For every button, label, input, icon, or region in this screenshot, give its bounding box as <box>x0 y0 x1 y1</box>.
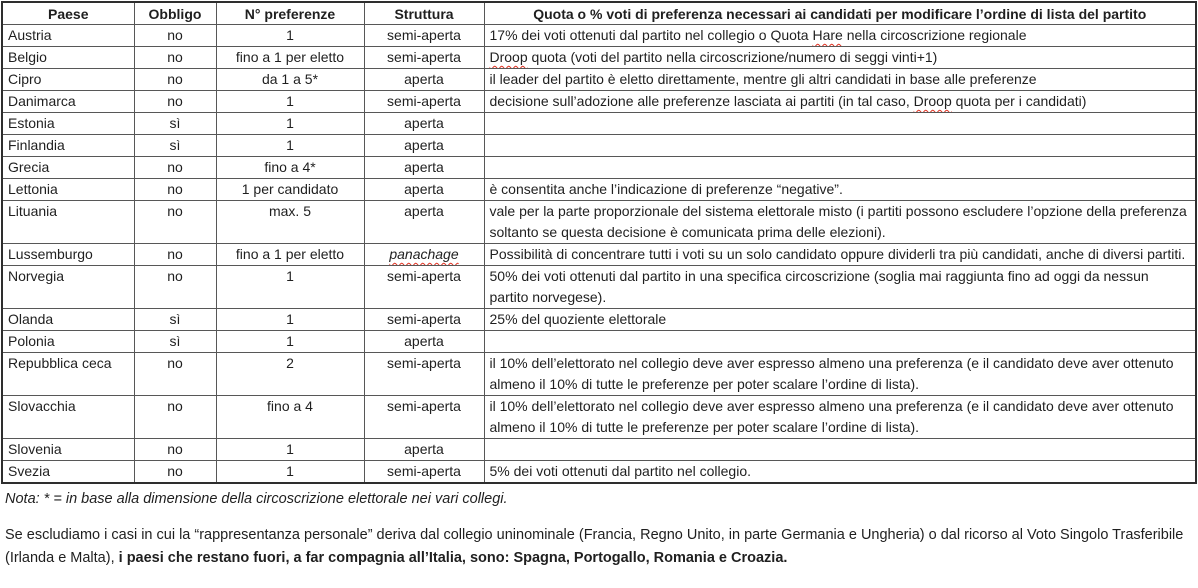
cell-country: Belgio <box>2 47 134 69</box>
cell-obligation: no <box>134 396 216 439</box>
table-row <box>2 244 1196 266</box>
structure-value: semi-aperta <box>387 27 461 43</box>
table-row <box>2 47 1196 69</box>
cell-structure <box>364 439 484 461</box>
cell-structure <box>364 25 484 47</box>
cell-country: Austria <box>2 25 134 47</box>
structure-value: panachage <box>389 246 459 262</box>
cell-country: Lituania <box>2 201 134 244</box>
table-body <box>2 25 1196 484</box>
misspelled-word: Droop <box>913 93 952 109</box>
cell-num-preferences: fino a 1 per eletto <box>216 47 364 69</box>
cell-num-preferences: fino a 1 per eletto <box>216 244 364 266</box>
cell-structure <box>364 91 484 113</box>
table-header-row <box>2 2 1196 25</box>
cell-quota-description: 17% dei voti ottenuti dal partito nel collegio o Quota Hare nella circoscrizione regionale <box>484 25 1196 47</box>
structure-value: aperta <box>404 159 444 175</box>
cell-num-preferences: 1 <box>216 25 364 47</box>
structure-value: semi-aperta <box>387 268 461 284</box>
table-row <box>2 266 1196 309</box>
cell-num-preferences: fino a 4* <box>216 157 364 179</box>
cell-structure <box>364 331 484 353</box>
cell-quota-description <box>484 331 1196 353</box>
structure-value: aperta <box>404 203 444 219</box>
cell-obligation: no <box>134 244 216 266</box>
cell-obligation: no <box>134 201 216 244</box>
cell-obligation: no <box>134 91 216 113</box>
structure-value: aperta <box>404 181 444 197</box>
table-row <box>2 309 1196 331</box>
cell-obligation: no <box>134 179 216 201</box>
cell-structure <box>364 135 484 157</box>
table-row <box>2 157 1196 179</box>
table-row <box>2 353 1196 396</box>
footnote: Nota: * = in base alla dimensione della circoscrizione elettorale nei vari collegi. <box>5 491 508 507</box>
cell-obligation: no <box>134 69 216 91</box>
table-row <box>2 69 1196 91</box>
cell-country: Danimarca <box>2 91 134 113</box>
closing-paragraph <box>5 524 1197 570</box>
cell-country: Polonia <box>2 331 134 353</box>
structure-value: aperta <box>404 137 444 153</box>
cell-quota-description: è consentita anche l’indicazione di preferenze “negative”. <box>484 179 1196 201</box>
cell-country: Repubblica ceca <box>2 353 134 396</box>
cell-num-preferences: 1 per candidato <box>216 179 364 201</box>
cell-country: Slovacchia <box>2 396 134 439</box>
cell-num-preferences: 1 <box>216 266 364 309</box>
table-row <box>2 135 1196 157</box>
cell-country: Lussemburgo <box>2 244 134 266</box>
column-header-struttura: Struttura <box>364 2 484 25</box>
cell-num-preferences: 1 <box>216 331 364 353</box>
cell-num-preferences: 1 <box>216 439 364 461</box>
cell-structure <box>364 353 484 396</box>
cell-structure <box>364 309 484 331</box>
cell-structure <box>364 461 484 484</box>
structure-value: aperta <box>404 333 444 349</box>
cell-num-preferences: 2 <box>216 353 364 396</box>
cell-quota-description <box>484 135 1196 157</box>
cell-num-preferences: 1 <box>216 91 364 113</box>
cell-quota-description <box>484 157 1196 179</box>
structure-value: semi-aperta <box>387 311 461 327</box>
cell-num-preferences: 1 <box>216 113 364 135</box>
cell-quota-description: Droop quota (voti del partito nella circoscrizione/numero di seggi vinti+1) <box>484 47 1196 69</box>
table-row <box>2 113 1196 135</box>
cell-obligation: sì <box>134 135 216 157</box>
cell-country: Finlandia <box>2 135 134 157</box>
structure-value: semi-aperta <box>387 49 461 65</box>
cell-structure <box>364 396 484 439</box>
column-header-quota: Quota o % voti di preferenza necessari ai candidati per modificare l’ordine di lista del partito <box>484 2 1196 25</box>
table-row <box>2 25 1196 47</box>
cell-obligation: no <box>134 25 216 47</box>
cell-num-preferences: fino a 4 <box>216 396 364 439</box>
cell-quota-description: il leader del partito è eletto direttamente, mentre gli altri candidati in base alle preferenze <box>484 69 1196 91</box>
cell-num-preferences: 1 <box>216 461 364 484</box>
preference-vote-table <box>1 1 1197 484</box>
cell-country: Cipro <box>2 69 134 91</box>
cell-obligation: sì <box>134 331 216 353</box>
cell-country: Grecia <box>2 157 134 179</box>
cell-quota-description: 5% dei voti ottenuti dal partito nel collegio. <box>484 461 1196 484</box>
cell-country: Slovenia <box>2 439 134 461</box>
cell-quota-description: 25% del quoziente elettorale <box>484 309 1196 331</box>
cell-quota-description: decisione sull’adozione alle preferenze lasciata ai partiti (in tal caso, Droop quota per i candidati) <box>484 91 1196 113</box>
cell-structure <box>364 157 484 179</box>
cell-obligation: no <box>134 439 216 461</box>
cell-quota-description: Possibilità di concentrare tutti i voti su un solo candidato oppure dividerli tra più candidati, anche di diversi partiti. <box>484 244 1196 266</box>
column-header-preferenze: N° preferenze <box>216 2 364 25</box>
column-header-obbligo: Obbligo <box>134 2 216 25</box>
closing-paragraph-normal: Se escludiamo i casi in cui la “rappresentanza personale” deriva dal collegio uninominale (Francia, Regno Unito, in parte Germania e Ungheria) o dal ricorso al Voto Singolo Trasferibile (Irlanda e Malta), <box>5 527 1184 566</box>
cell-structure <box>364 266 484 309</box>
cell-num-preferences: 1 <box>216 135 364 157</box>
closing-paragraph-bold: i paesi che restano fuori, a far compagnia all’Italia, sono: Spagna, Portogallo, Romania e Croazia. <box>118 550 788 566</box>
table-row <box>2 439 1196 461</box>
cell-quota-description: il 10% dell’elettorato nel collegio deve aver espresso almeno una preferenza (e il candidato deve aver ottenuto almeno il 10% di tutte le preferenze per poter scalare l’ordine di lista). <box>484 353 1196 396</box>
cell-quota-description: il 10% dell’elettorato nel collegio deve aver espresso almeno una preferenza (e il candidato deve aver ottenuto almeno il 10% di tutte le preferenze per poter scalare l’ordine di lista). <box>484 396 1196 439</box>
cell-structure <box>364 69 484 91</box>
table-row <box>2 396 1196 439</box>
structure-value: semi-aperta <box>387 93 461 109</box>
misspelled-word: Droop <box>489 49 528 65</box>
table-row <box>2 201 1196 244</box>
cell-quota-description <box>484 113 1196 135</box>
cell-structure <box>364 201 484 244</box>
column-header-paese: Paese <box>2 2 134 25</box>
cell-country: Estonia <box>2 113 134 135</box>
cell-structure <box>364 244 484 266</box>
structure-value: aperta <box>404 115 444 131</box>
structure-value: aperta <box>404 71 444 87</box>
cell-num-preferences: 1 <box>216 309 364 331</box>
cell-country: Lettonia <box>2 179 134 201</box>
cell-structure <box>364 179 484 201</box>
cell-obligation: no <box>134 47 216 69</box>
cell-obligation: no <box>134 266 216 309</box>
table-row <box>2 461 1196 484</box>
structure-value: semi-aperta <box>387 463 461 479</box>
cell-country: Norvegia <box>2 266 134 309</box>
structure-value: semi-aperta <box>387 355 461 371</box>
cell-structure <box>364 47 484 69</box>
cell-num-preferences: max. 5 <box>216 201 364 244</box>
misspelled-word: Hare <box>812 27 843 43</box>
cell-num-preferences: da 1 a 5* <box>216 69 364 91</box>
cell-country: Svezia <box>2 461 134 484</box>
table-row <box>2 331 1196 353</box>
structure-value: aperta <box>404 441 444 457</box>
cell-quota-description: vale per la parte proporzionale del sistema elettorale misto (i partiti possono escludere l’opzione della preferenza soltanto se questa decisione è comunicata prima delle elezioni). <box>484 201 1196 244</box>
cell-obligation: no <box>134 461 216 484</box>
cell-quota-description: 50% dei voti ottenuti dal partito in una specifica circoscrizione (soglia mai raggiunta fino ad oggi da nessun partito norvegese). <box>484 266 1196 309</box>
cell-obligation: sì <box>134 113 216 135</box>
table-row <box>2 91 1196 113</box>
cell-country: Olanda <box>2 309 134 331</box>
cell-obligation: no <box>134 157 216 179</box>
table-row <box>2 179 1196 201</box>
cell-quota-description <box>484 439 1196 461</box>
cell-obligation: sì <box>134 309 216 331</box>
structure-value: semi-aperta <box>387 398 461 414</box>
cell-structure <box>364 113 484 135</box>
cell-obligation: no <box>134 353 216 396</box>
